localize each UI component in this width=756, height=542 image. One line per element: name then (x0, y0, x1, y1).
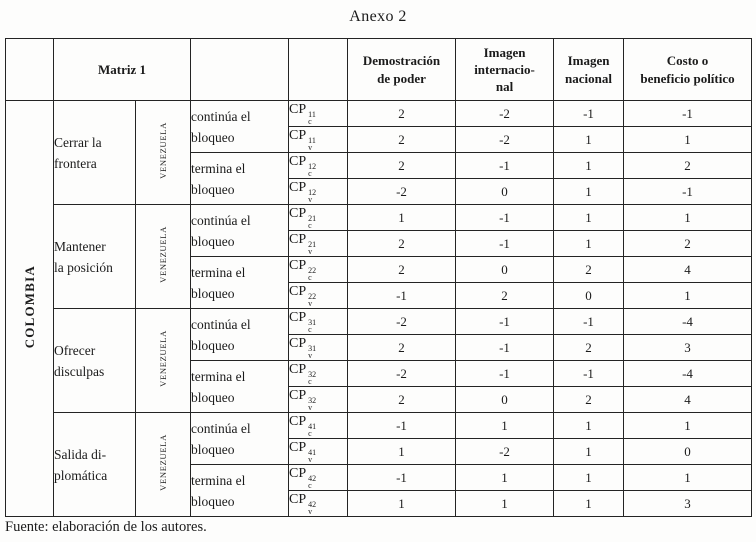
option-label: continúa el bloqueo (191, 309, 289, 361)
payoff-value: 1 (554, 413, 624, 439)
cp-subscript: v (308, 351, 313, 360)
cp-subscript: v (308, 247, 313, 256)
option-label: continúa el bloqueo (191, 413, 289, 465)
opponent-cell (136, 309, 191, 413)
cp-superscript: 22 (308, 266, 317, 275)
cp-superscript: 12 (308, 162, 317, 171)
payoff-value: -2 (456, 439, 554, 465)
payoff-value: 0 (456, 179, 554, 205)
cp-cell (289, 283, 348, 309)
option-label: termina el bloqueo (191, 465, 289, 517)
cp-subscript: v (308, 143, 313, 152)
cp-cell (289, 335, 348, 361)
cp-label: CP (289, 466, 307, 481)
cp-superscript: 31 (308, 318, 317, 327)
cp-subscript: c (308, 169, 312, 178)
header-criterion-national-image: Imagen nacional (554, 39, 624, 101)
header-empty-cell (6, 39, 54, 101)
cp-superscript: 42 (308, 500, 317, 509)
payoff-value: -1 (456, 205, 554, 231)
cp-subsup (308, 449, 316, 463)
cp-subsup (308, 423, 316, 437)
cp-label: CP (289, 258, 307, 273)
cp-superscript: 42 (308, 474, 317, 483)
cp-subsup (308, 345, 316, 359)
payoff-value: 4 (624, 387, 752, 413)
cp-subsup (308, 501, 316, 515)
option-label: termina el bloqueo (191, 361, 289, 413)
payoff-value: -4 (624, 309, 752, 335)
payoff-value: 1 (456, 465, 554, 491)
cp-subscript: c (308, 481, 312, 490)
payoff-value: -1 (554, 309, 624, 335)
payoff-value: 2 (554, 387, 624, 413)
payoff-value: 2 (624, 153, 752, 179)
cp-subscript: c (308, 273, 312, 282)
payoff-value: -1 (348, 465, 456, 491)
cp-cell (289, 309, 348, 335)
cp-cell (289, 465, 348, 491)
cp-cell (289, 179, 348, 205)
cp-subsup (308, 371, 316, 385)
strategy-label: Salida di- plomática (54, 413, 136, 517)
header-criterion-political-cost: Costo o beneficio político (624, 39, 752, 101)
payoff-value: -1 (456, 309, 554, 335)
opponent-label: VENEZUELA (158, 330, 168, 387)
cp-subsup (308, 397, 316, 411)
cp-label: CP (289, 154, 307, 169)
payoff-value: 3 (624, 335, 752, 361)
payoff-value: 2 (348, 127, 456, 153)
cp-superscript: 11 (308, 110, 316, 119)
payoff-matrix-table (5, 38, 752, 517)
country-cell (6, 101, 54, 517)
opponent-cell (136, 101, 191, 205)
header-criterion-international-image: Imagen internacio- nal (456, 39, 554, 101)
cp-subsup (308, 475, 316, 489)
payoff-value: -1 (348, 283, 456, 309)
payoff-value: -1 (624, 179, 752, 205)
cp-subscript: v (308, 507, 313, 516)
payoff-value: 1 (456, 491, 554, 517)
payoff-value: 1 (456, 413, 554, 439)
source-note: Fuente: elaboración de los autores. (5, 519, 207, 535)
cp-superscript: 31 (308, 344, 317, 353)
payoff-value: 1 (554, 491, 624, 517)
payoff-value: 2 (348, 101, 456, 127)
cp-label: CP (289, 180, 307, 195)
payoff-value: 2 (348, 387, 456, 413)
payoff-value: -2 (348, 309, 456, 335)
payoff-value: 2 (348, 153, 456, 179)
payoff-value: 0 (456, 387, 554, 413)
strategy-label: Mantener la posición (54, 205, 136, 309)
payoff-value: -1 (456, 153, 554, 179)
payoff-value: 1 (348, 491, 456, 517)
payoff-value: -4 (624, 361, 752, 387)
payoff-value: 1 (624, 127, 752, 153)
payoff-value: 1 (624, 205, 752, 231)
opponent-label: VENEZUELA (158, 226, 168, 283)
cp-label: CP (289, 414, 307, 429)
table-body (6, 101, 752, 517)
payoff-value: 1 (624, 465, 752, 491)
payoff-value: 1 (554, 439, 624, 465)
strategy-label: Ofrecer disculpas (54, 309, 136, 413)
cp-subsup (308, 215, 316, 229)
opponent-cell (136, 413, 191, 517)
cp-label: CP (289, 336, 307, 351)
cp-subsup (308, 319, 316, 333)
cp-subscript: v (308, 403, 313, 412)
cp-label: CP (289, 362, 307, 377)
option-label: termina el bloqueo (191, 153, 289, 205)
payoff-value: 0 (554, 283, 624, 309)
payoff-value: 2 (348, 335, 456, 361)
header-matrix-label: Matriz 1 (54, 39, 191, 101)
cp-label: CP (289, 284, 307, 299)
cp-superscript: 12 (308, 188, 317, 197)
cp-cell (289, 231, 348, 257)
cp-label: CP (289, 102, 307, 117)
cp-superscript: 21 (308, 240, 317, 249)
cp-cell (289, 361, 348, 387)
option-label: continúa el bloqueo (191, 101, 289, 153)
cp-superscript: 11 (308, 136, 316, 145)
payoff-value: 2 (348, 257, 456, 283)
country-label: COLOMBIA (21, 264, 37, 349)
header-empty-cell (191, 39, 289, 101)
cp-label: CP (289, 128, 307, 143)
option-label: termina el bloqueo (191, 257, 289, 309)
payoff-value: 3 (624, 491, 752, 517)
cp-superscript: 21 (308, 214, 317, 223)
payoff-value: -1 (456, 335, 554, 361)
cp-label: CP (289, 206, 307, 221)
payoff-value: 1 (554, 153, 624, 179)
table-row (6, 309, 752, 335)
payoff-value: 2 (624, 231, 752, 257)
table-row (6, 205, 752, 231)
cp-label: CP (289, 492, 307, 507)
cp-label: CP (289, 388, 307, 403)
page-title: Anexo 2 (349, 8, 407, 25)
cp-subscript: v (308, 455, 313, 464)
cp-label: CP (289, 232, 307, 247)
table-row (6, 101, 752, 127)
cp-subsup (308, 137, 316, 151)
header-empty-cell (289, 39, 348, 101)
cp-subscript: v (308, 299, 313, 308)
payoff-value: 1 (554, 205, 624, 231)
cp-label: CP (289, 310, 307, 325)
cp-superscript: 32 (308, 396, 317, 405)
payoff-value: -2 (456, 127, 554, 153)
payoff-value: 1 (624, 413, 752, 439)
cp-cell (289, 439, 348, 465)
payoff-value: 2 (554, 257, 624, 283)
cp-subsup (308, 241, 316, 255)
cp-subsup (308, 189, 316, 203)
header-criterion-power: Demostración de poder (348, 39, 456, 101)
strategy-label: Cerrar la frontera (54, 101, 136, 205)
payoff-value: 1 (554, 231, 624, 257)
cp-cell (289, 205, 348, 231)
cp-subsup (308, 267, 316, 281)
payoff-value: -2 (348, 361, 456, 387)
cp-cell (289, 153, 348, 179)
table-header-row (6, 39, 752, 101)
opponent-label: VENEZUELA (158, 434, 168, 491)
opponent-cell (136, 205, 191, 309)
payoff-value: 1 (554, 465, 624, 491)
payoff-value: 0 (624, 439, 752, 465)
payoff-value: -1 (348, 413, 456, 439)
cp-cell (289, 387, 348, 413)
payoff-value: 4 (624, 257, 752, 283)
payoff-value: -1 (456, 231, 554, 257)
cp-subscript: c (308, 377, 312, 386)
payoff-value: -1 (554, 361, 624, 387)
payoff-value: 2 (554, 335, 624, 361)
payoff-value: -2 (348, 179, 456, 205)
cp-subscript: v (308, 195, 313, 204)
cp-superscript: 22 (308, 292, 317, 301)
option-label: continúa el bloqueo (191, 205, 289, 257)
payoff-value: 1 (348, 439, 456, 465)
payoff-value: -1 (624, 101, 752, 127)
cp-cell (289, 413, 348, 439)
cp-cell (289, 257, 348, 283)
cp-subscript: c (308, 117, 312, 126)
cp-superscript: 41 (308, 448, 317, 457)
cp-superscript: 41 (308, 422, 317, 431)
cp-subscript: c (308, 221, 312, 230)
payoff-value: 1 (348, 205, 456, 231)
payoff-value: 1 (554, 127, 624, 153)
cp-subscript: c (308, 429, 312, 438)
cp-label: CP (289, 440, 307, 455)
payoff-value: 2 (456, 283, 554, 309)
cp-cell (289, 101, 348, 127)
payoff-value: 2 (348, 231, 456, 257)
payoff-value: 0 (456, 257, 554, 283)
payoff-value: -1 (456, 361, 554, 387)
cp-subscript: c (308, 325, 312, 334)
payoff-value: 1 (554, 179, 624, 205)
cp-subsup (308, 163, 316, 177)
cp-cell (289, 491, 348, 517)
cp-cell (289, 127, 348, 153)
cp-superscript: 32 (308, 370, 317, 379)
payoff-value: -2 (456, 101, 554, 127)
payoff-value: 1 (624, 283, 752, 309)
opponent-label: VENEZUELA (158, 122, 168, 179)
table-row (6, 413, 752, 439)
payoff-value: -1 (554, 101, 624, 127)
cp-subsup (308, 293, 316, 307)
cp-subsup (308, 111, 316, 125)
